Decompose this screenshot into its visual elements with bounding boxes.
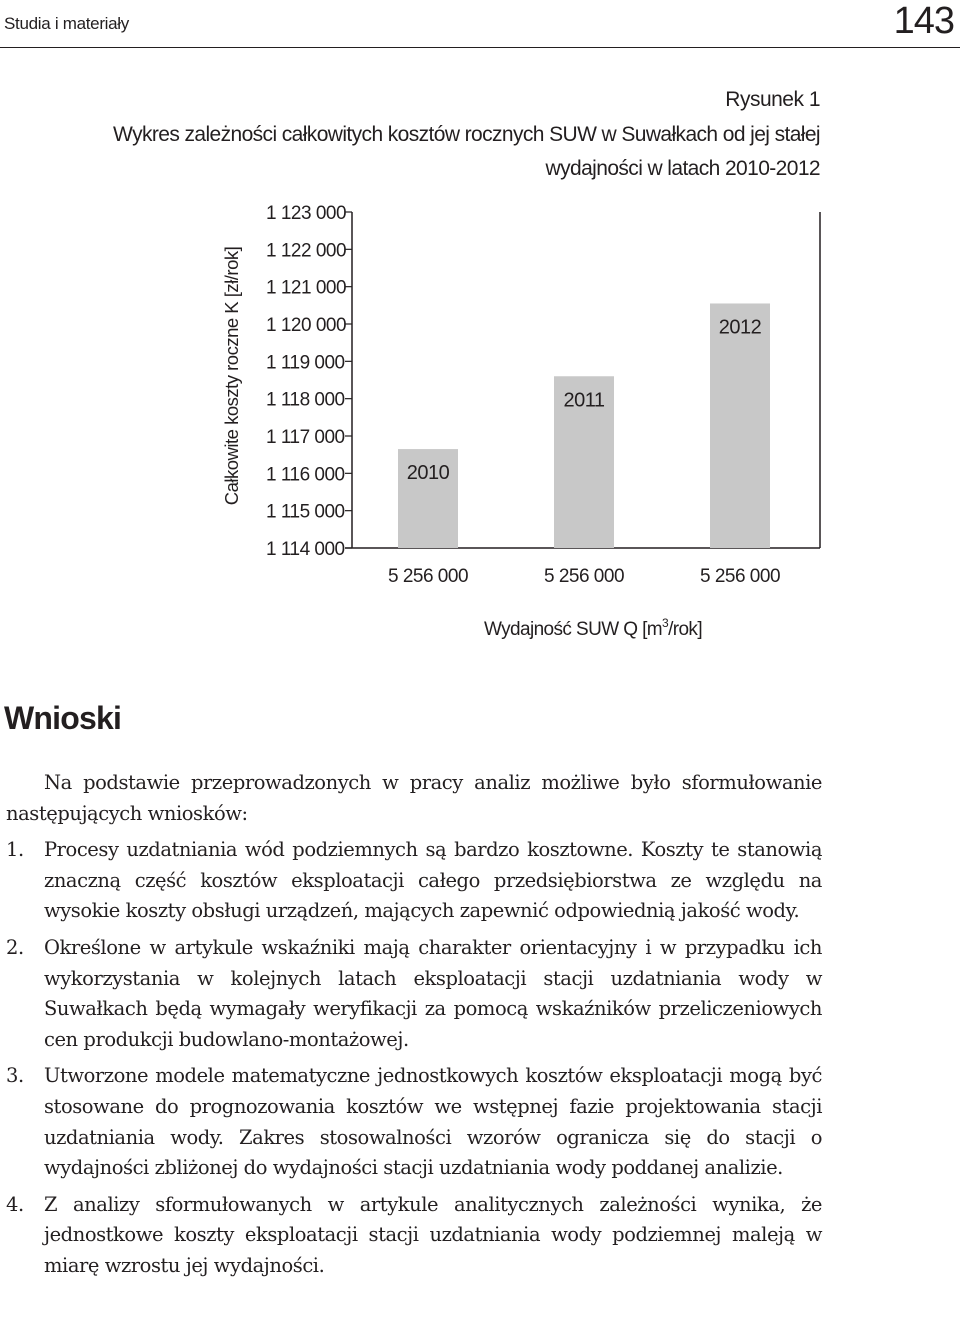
y-tick-label: 1 122 000 (266, 240, 347, 262)
conclusion-number: 2. (6, 935, 24, 959)
conclusion-item-2 (6, 933, 822, 1055)
y-axis-title: Całkowite koszty roczne K [zł/rok] (221, 246, 242, 506)
y-tick-label: 1 120 000 (266, 315, 347, 336)
y-axis-ticks (266, 203, 352, 560)
conclusion-text: Określone w artykule wskaźniki mają charakter orientacyjny i w przypadku ich wykorzystania w kolejnych latach eksploatacji stacji uzdatniania wody w Suwałkach będą wymagały weryfikacji za pomocą wskaźników przeliczeniowych cen produkcji budowlano-montażowej. (44, 935, 822, 1051)
x-tick-label: 5 256 000 (699, 566, 781, 587)
bar-label: 2010 (406, 462, 450, 485)
section-heading-wnioski: Wnioski (4, 700, 122, 736)
conclusion-item-4 (6, 1190, 822, 1282)
y-tick-label: 1 114 000 (266, 539, 345, 560)
x-tick-label: 5 256 000 (387, 566, 469, 587)
conclusion-number: 4. (6, 1192, 24, 1216)
y-tick-label: 1 123 000 (266, 203, 347, 224)
conclusion-number: 3. (6, 1064, 24, 1088)
x-axis-title-sup: 3 (661, 616, 669, 630)
page-number: 143 (893, 0, 954, 42)
conclusion-text: Utworzone modele matematyczne jednostkowych kosztów eksploatacji mogą być stosowane do prognozowania kosztów we wstępnej fazie projektowania stacji uzdatniania wody. Zakres stosowalności wzorów ogranicza się do stacji o wydajności zbliżonej do wydajności stacji uzdatniania wody poddanej analizie. (44, 1064, 822, 1180)
y-tick-label: 1 119 000 (266, 352, 345, 374)
figure-caption: Wykres zależności całkowitych kosztów rocznych SUW w Suwałkach od jej stałej wydajności w latach 2010-2012 (113, 123, 820, 180)
bar-label: 2011 (563, 389, 605, 412)
bar-chart (0, 190, 960, 650)
y-tick-label: 1 115 000 (266, 501, 345, 523)
x-tick-label: 5 256 000 (543, 566, 625, 587)
y-tick-label: 1 118 000 (266, 389, 345, 411)
conclusion-item-1 (6, 835, 822, 927)
x-axis-title (484, 616, 702, 640)
y-tick-label: 1 117 000 (266, 427, 345, 448)
conclusion-item-3 (6, 1061, 822, 1183)
running-head: Studia i materiały (4, 14, 129, 33)
bars (398, 303, 770, 548)
figure-label: Rysunek 1 (725, 88, 820, 111)
y-tick-label: 1 116 000 (266, 464, 345, 486)
header-rule (0, 47, 960, 48)
x-axis-ticks (388, 566, 780, 587)
conclusions-intro: Na podstawie przeprowadzonych w pracy analiz możliwe było sformułowanie następujących wniosków: (6, 771, 822, 825)
y-tick-label: 1 121 000 (266, 277, 347, 299)
x-axis-title-end: /rok] (668, 619, 703, 640)
x-axis-title-main: Wydajność SUW Q [m (483, 619, 662, 640)
conclusions-body (6, 768, 822, 1288)
conclusion-number: 1. (6, 838, 24, 862)
bar-2012 (710, 303, 770, 548)
conclusion-text: Z analizy sformułowanych w artykule analitycznych zależności wynika, że jednostkowe koszty eksploatacji stacji uzdatniania wody podziemnej maleją w miarę wzrostu jej wydajności. (44, 1192, 822, 1277)
bar-label: 2012 (718, 316, 762, 339)
conclusion-text: Procesy uzdatniania wód podziemnych są bardzo kosztowne. Koszty te stanowią znaczną część kosztów eksploatacji całego przedsiębiorstwa ze względu na wysokie koszty obsługi urządzeń, mających zapewnić odpowiednią jakość wody. (44, 838, 822, 923)
